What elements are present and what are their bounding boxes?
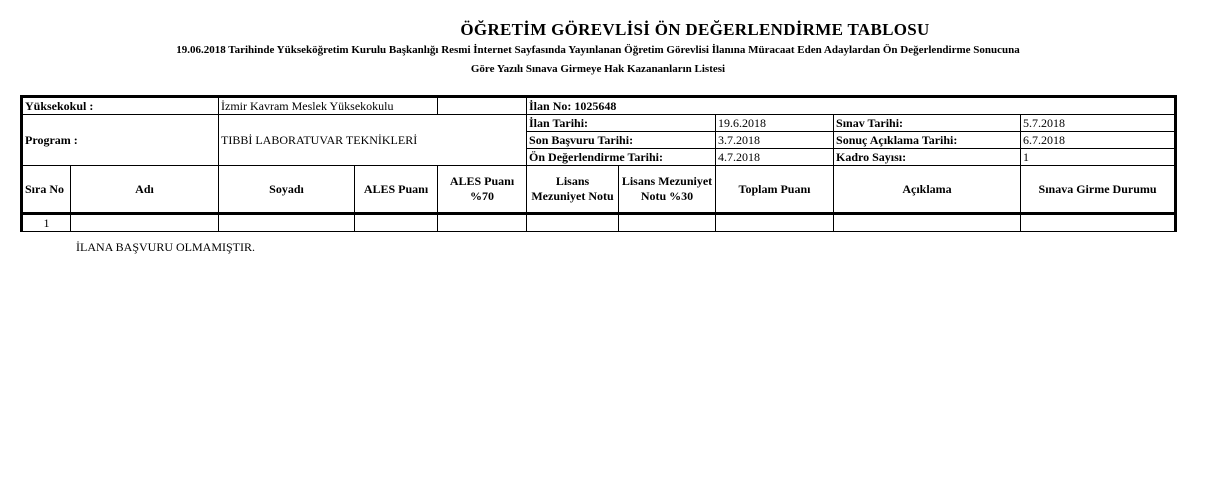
row-cell bbox=[716, 214, 834, 232]
school-label: Yüksekokul : bbox=[22, 97, 219, 115]
son-basvuru-label: Son Başvuru Tarihi: bbox=[527, 132, 716, 149]
row-cell bbox=[71, 214, 219, 232]
kadro-label: Kadro Sayısı: bbox=[834, 149, 1021, 166]
row-cell bbox=[1021, 214, 1176, 232]
kadro-value: 1 bbox=[1021, 149, 1176, 166]
no-application-note: İLANA BAŞVURU OLMAMIŞTIR. bbox=[76, 240, 256, 254]
col-header-ales-70: ALES Puanı %70 bbox=[438, 166, 527, 214]
row-cell bbox=[619, 214, 716, 232]
son-basvuru-value: 3.7.2018 bbox=[716, 132, 834, 149]
sinav-tarihi-label: Sınav Tarihi: bbox=[834, 115, 1021, 132]
row-cell bbox=[527, 214, 619, 232]
school-value: İzmir Kavram Meslek Yüksekokulu bbox=[219, 97, 438, 115]
col-header-ales: ALES Puanı bbox=[355, 166, 438, 214]
subtitle-line-2: Göre Yazılı Sınava Girmeye Hak Kazananların Listesi bbox=[470, 63, 726, 75]
col-header-durum: Sınava Girme Durumu bbox=[1021, 166, 1176, 214]
col-header-lisans-30: Lisans Mezuniyet Notu %30 bbox=[619, 166, 716, 214]
ilan-tarihi-value: 19.6.2018 bbox=[716, 115, 834, 132]
table-row bbox=[22, 214, 1176, 232]
col-header-adi: Adı bbox=[71, 166, 219, 214]
col-header-soyadi: Soyadı bbox=[219, 166, 355, 214]
on-degerlendirme-value: 4.7.2018 bbox=[716, 149, 834, 166]
sonuc-aciklama-label: Sonuç Açıklama Tarihi: bbox=[834, 132, 1021, 149]
on-degerlendirme-label: Ön Değerlendirme Tarihi: bbox=[527, 149, 716, 166]
row-cell bbox=[438, 214, 527, 232]
subtitle-line-1: 19.06.2018 Tarihinde Yükseköğretim Kurulu Başkanlığı Resmi İnternet Sayfasında Yayınlanan Öğretim Görevlisi İlanına Müracaat Eden Adaylardan Ön Değerlendirme Sonucuna bbox=[176, 44, 1020, 56]
row-sira: 1 bbox=[22, 214, 71, 232]
sinav-tarihi-value: 5.7.2018 bbox=[1021, 115, 1176, 132]
sonuc-aciklama-value: 6.7.2018 bbox=[1021, 132, 1176, 149]
evaluation-table bbox=[20, 95, 1177, 232]
col-header-toplam: Toplam Puanı bbox=[716, 166, 834, 214]
program-label: Program : bbox=[22, 115, 219, 166]
ilan-no: İlan No: 1025648 bbox=[527, 97, 1176, 115]
ilan-tarihi-label: İlan Tarihi: bbox=[527, 115, 716, 132]
col-header-sira: Sıra No bbox=[22, 166, 71, 214]
page-title: ÖĞRETİM GÖREVLİSİ ÖN DEĞERLENDİRME TABLOSU bbox=[460, 20, 930, 39]
col-header-lisans: Lisans Mezuniyet Notu bbox=[527, 166, 619, 214]
row-cell bbox=[834, 214, 1021, 232]
row-cell bbox=[355, 214, 438, 232]
empty-cell bbox=[438, 97, 527, 115]
row-cell bbox=[219, 214, 355, 232]
col-header-aciklama: Açıklama bbox=[834, 166, 1021, 214]
program-value: TIBBİ LABORATUVAR TEKNİKLERİ bbox=[219, 115, 527, 166]
